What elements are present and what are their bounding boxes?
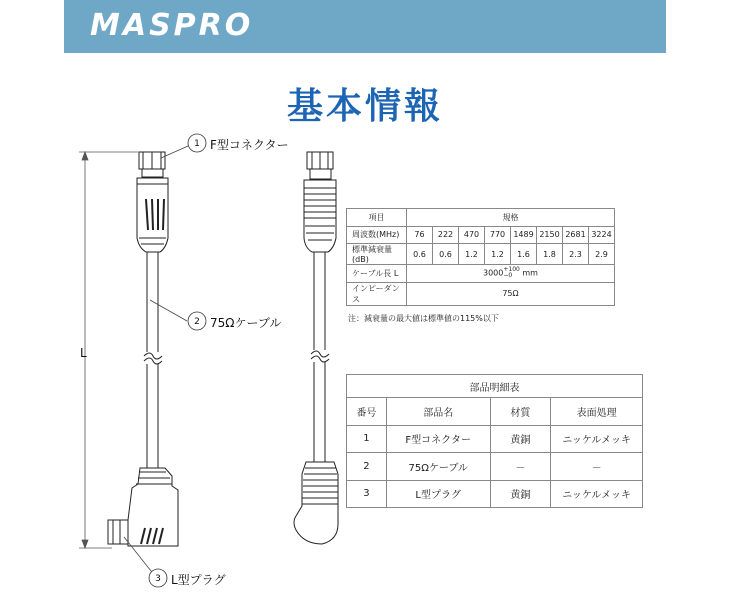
spec-atten-label: 標準減衰量(dB) [347,244,407,265]
spec-cell: 222 [433,226,459,244]
spec-length-row [347,265,615,283]
parts-header: 番号 [347,398,387,426]
spec-freq-row [347,226,615,244]
page-title: 基本情報 [286,86,443,127]
spec-cell: 1.2 [485,244,511,265]
table-row [347,480,643,508]
dimension-label: L [80,346,87,360]
l-plug-left [108,468,178,546]
cable-right [311,252,329,462]
table-row [347,453,643,481]
parts-caption: 部品明細表 [347,375,643,398]
spec-length-value [407,265,615,283]
parts-cell: － [551,453,643,481]
spec-atten-row [347,244,615,265]
callout-label-f-connector: F型コネクター [210,138,289,152]
spec-item-header: 項目 [347,209,407,227]
parts-cell: － [490,453,551,481]
length-unit: mm [522,268,538,278]
spec-cell: 1.6 [511,244,537,265]
callout-label-cable: 75Ωケーブル [210,316,282,330]
spec-cell: 2150 [537,226,563,244]
parts-cell: 2 [347,453,387,481]
parts-cell: ニッケルメッキ [551,480,643,508]
dimension-line [79,152,138,548]
callout-number-3: 3 [155,574,161,584]
spec-cell: 0.6 [407,244,433,265]
spec-impedance-row [347,282,615,305]
spec-length-label: ケーブル長 L [347,265,407,283]
parts-header: 部品名 [386,398,490,426]
spec-spec-header: 規格 [407,209,615,227]
length-tol-minus: −0 [503,272,513,280]
spec-cell: 2.9 [589,244,615,265]
maspro-logo: MASPRO [90,8,254,43]
cable-left [144,252,162,468]
l-plug-right [294,462,338,544]
callout-label-l-plug: L型プラグ [171,573,226,587]
f-connector-right [304,152,336,252]
spec-cell: 2.3 [563,244,589,265]
spec-table [346,208,615,306]
spec-cell: 76 [407,226,433,244]
callout-number-1: 1 [194,139,200,149]
parts-header-row [347,398,643,426]
spec-cell: 3224 [589,226,615,244]
f-connector-left [137,152,168,252]
parts-cell: 75Ωケーブル [386,453,490,481]
spec-cell: 0.6 [433,244,459,265]
parts-header: 材質 [490,398,551,426]
length-value: 3000 [483,268,504,278]
spec-cell: 2681 [563,226,589,244]
spec-cell: 770 [485,226,511,244]
parts-cell: 黄銅 [490,480,551,508]
spec-cell: 470 [459,226,485,244]
callout-number-2: 2 [194,317,200,327]
parts-cell: L型プラグ [386,480,490,508]
spec-impedance-value: 75Ω [407,282,615,305]
spec-freq-label: 周波数(MHz) [347,226,407,244]
parts-table [346,374,643,508]
parts-header: 表面処理 [551,398,643,426]
parts-cell: 1 [347,425,387,453]
attenuation-note: 注：減衰量の最大値は標準値の115%以下 [348,314,499,323]
parts-cell: ニッケルメッキ [551,425,643,453]
length-tolerance [503,267,519,279]
spec-cell: 1489 [511,226,537,244]
spec-impedance-label: インピーダンス [347,282,407,305]
table-row [347,425,643,453]
parts-cell: 黄銅 [490,425,551,453]
parts-cell: 3 [347,480,387,508]
spec-cell: 1.8 [537,244,563,265]
length-tol-plus: +100 [503,266,520,274]
parts-cell: F型コネクター [386,425,490,453]
spec-cell: 1.2 [459,244,485,265]
